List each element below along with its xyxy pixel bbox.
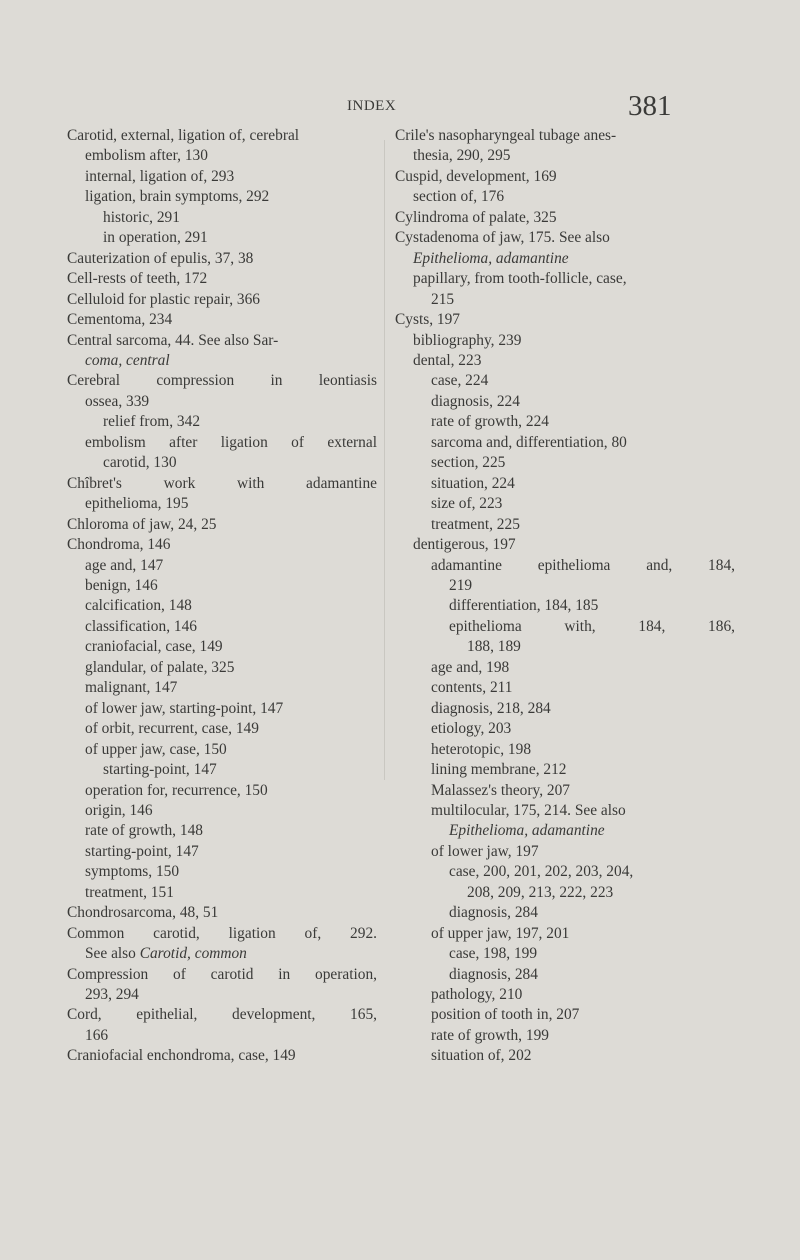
index-entry: Epithelioma, adamantine [449, 822, 605, 840]
index-entry: of lower jaw, starting-point, 147 [85, 699, 284, 717]
index-entry: 219 [449, 576, 473, 594]
index-entry: sarcoma and, differentiation, 80 [431, 433, 627, 451]
index-entry: etiology, 203 [431, 720, 512, 738]
index-entry: origin, 146 [85, 801, 153, 819]
index-entry: in operation, 291 [103, 229, 208, 247]
index-entry: Chondrosarcoma, 48, 51 [67, 904, 219, 922]
index-entry: dentigerous, 197 [413, 536, 516, 554]
running-head-title: INDEX [347, 98, 397, 114]
index-entry: symptoms, 150 [85, 863, 180, 881]
index-entry: 215 [431, 290, 455, 308]
index-entry: size of, 223 [431, 495, 503, 513]
index-entry: Cell-rests of teeth, 172 [67, 270, 208, 288]
index-entry: Cysts, 197 [395, 311, 460, 329]
index-column-right [395, 126, 735, 1067]
index-entry: of orbit, recurrent, case, 149 [85, 720, 259, 738]
index-entry: Cord, epithelial, development, 165, [67, 1006, 377, 1024]
index-entry: Crile's nasopharyngeal tubage anes- [395, 127, 617, 144]
index-entry: benign, 146 [85, 576, 158, 594]
index-entry: Chloroma of jaw, 24, 25 [67, 515, 217, 533]
index-entry: Compression of carotid in operation, [67, 965, 377, 983]
index-entry: of upper jaw, case, 150 [85, 740, 227, 758]
index-entry: 166 [85, 1026, 109, 1044]
index-entry: multilocular, 175, 214. See also [431, 801, 626, 819]
index-entry: heterotopic, 198 [431, 740, 532, 758]
index-entry: differentiation, 184, 185 [449, 597, 599, 615]
index-entry: section, 225 [431, 454, 506, 472]
index-entry: 188, 189 [467, 638, 521, 656]
index-entry: classification, 146 [85, 617, 197, 635]
index-entry: Carotid, external, ligation of, cerebral [67, 127, 300, 144]
index-entry: 293, 294 [85, 986, 139, 1004]
index-entry: diagnosis, 224 [431, 392, 520, 410]
page-number: 381 [628, 90, 672, 122]
index-entry: operation for, recurrence, 150 [85, 781, 268, 799]
index-entry: diagnosis, 284 [449, 904, 538, 922]
index-entry: of lower jaw, 197 [431, 842, 539, 860]
index-entry: ossea, 339 [85, 392, 150, 410]
index-entry: See also Carotid, common [85, 945, 247, 963]
index-entry: Common carotid, ligation of, 292. [67, 924, 377, 942]
index-entry: Malassez's theory, 207 [431, 781, 570, 799]
index-entry: craniofacial, case, 149 [85, 638, 223, 656]
index-entry: situation, 224 [431, 474, 515, 492]
index-entry: starting-point, 147 [103, 761, 217, 779]
index-entry: age and, 147 [85, 556, 164, 574]
index-entry: case, 198, 199 [449, 945, 538, 963]
index-entry: position of tooth in, 207 [431, 1006, 580, 1024]
index-entry: rate of growth, 199 [431, 1026, 549, 1044]
index-entry: internal, ligation of, 293 [85, 167, 235, 185]
index-entry: Chondroma, 146 [67, 536, 171, 554]
index-entry: treatment, 225 [431, 515, 520, 533]
index-entry: contents, 211 [431, 679, 513, 697]
index-entry: age and, 198 [431, 658, 510, 676]
index-entry: section of, 176 [413, 188, 505, 206]
index-entry: starting-point, 147 [85, 842, 199, 860]
index-entry: embolism after, 130 [85, 147, 208, 165]
index-entry: adamantine epithelioma and, 184, [431, 556, 735, 574]
index-entry: Cystadenoma of jaw, 175. See also [395, 229, 610, 247]
index-entry: diagnosis, 284 [449, 965, 538, 983]
index-entry: Celluloid for plastic repair, 366 [67, 290, 260, 308]
index-entry: ligation, brain symptoms, 292 [85, 188, 270, 206]
index-entry: of upper jaw, 197, 201 [431, 924, 570, 942]
index-entry: Cementoma, 234 [67, 311, 173, 329]
index-entry: calcification, 148 [85, 597, 192, 615]
index-entry: malignant, 147 [85, 679, 178, 697]
index-entry: Cauterization of epulis, 37, 38 [67, 249, 254, 267]
index-entry: 208, 209, 213, 222, 223 [467, 883, 614, 901]
index-entry: epithelioma with, 184, 186, [449, 617, 735, 635]
index-entry: Chîbret's work with adamantine [67, 474, 377, 492]
index-entry: glandular, of palate, 325 [85, 658, 235, 676]
column-divider [384, 140, 385, 780]
index-entry: historic, 291 [103, 208, 180, 226]
index-entry: diagnosis, 218, 284 [431, 699, 551, 717]
index-entry: lining membrane, 212 [431, 761, 567, 779]
index-entry: rate of growth, 148 [85, 822, 203, 840]
index-entry: Epithelioma, adamantine [413, 249, 569, 267]
index-entry: Craniofacial enchondroma, case, 149 [67, 1047, 296, 1065]
index-entry: coma, central [85, 351, 170, 369]
index-entry: epithelioma, 195 [85, 495, 189, 513]
index-entry: Cylindroma of palate, 325 [395, 208, 557, 226]
index-entry: pathology, 210 [431, 986, 523, 1004]
index-entry: papillary, from tooth-follicle, case, [413, 270, 627, 288]
index-entry: rate of growth, 224 [431, 413, 549, 431]
index-entry: treatment, 151 [85, 883, 174, 901]
index-entry: case, 224 [431, 372, 489, 390]
index-entry: carotid, 130 [103, 454, 177, 472]
index-entry: case, 200, 201, 202, 203, 204, [449, 863, 634, 881]
index-entry: Cuspid, development, 169 [395, 167, 557, 185]
index-entry: embolism after ligation of external [85, 433, 377, 451]
index-entry: thesia, 290, 295 [413, 147, 511, 165]
index-entry: Central sarcoma, 44. See also Sar- [67, 331, 279, 349]
index-entry: situation of, 202 [431, 1047, 532, 1065]
index-entry: bibliography, 239 [413, 331, 522, 349]
index-entry: relief from, 342 [103, 413, 201, 431]
index-entry: dental, 223 [413, 351, 482, 369]
index-entry: Cerebral compression in leontiasis [67, 372, 377, 390]
index-column-left [67, 126, 377, 1067]
